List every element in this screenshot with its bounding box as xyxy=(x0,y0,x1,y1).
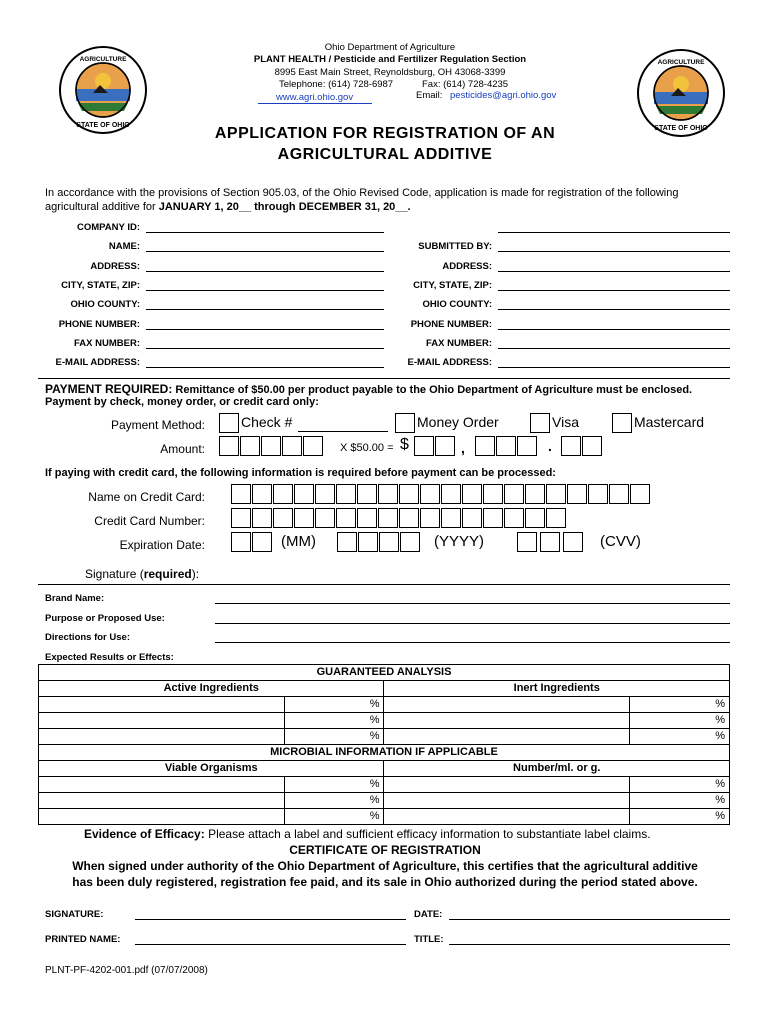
submitter-county-label: OHIO COUNTY: xyxy=(422,299,492,310)
certificate-text-2: has been duly registered, registration fee paid, and its sale in Ohio authorized during the period stated above. xyxy=(72,875,698,889)
certificate-text-1: When signed under authority of the Ohio Department of Agriculture, this certifies that the agricultural additive xyxy=(72,859,698,873)
table-row xyxy=(39,697,730,713)
card-digit-box[interactable] xyxy=(273,508,293,528)
company-name-field[interactable] xyxy=(146,251,384,252)
submitter-fax-label: FAX NUMBER: xyxy=(426,338,492,349)
name-char-box[interactable] xyxy=(273,484,293,504)
yyyy-label: (YYYY) xyxy=(434,533,485,550)
active-percent-cell[interactable]: % xyxy=(284,713,384,729)
purpose-label: Purpose or Proposed Use: xyxy=(45,613,165,624)
name-char-box[interactable] xyxy=(399,484,419,504)
company-fax-field[interactable] xyxy=(146,348,384,349)
microbial-header: MICROBIAL INFORMATION IF APPLICABLE xyxy=(39,745,730,761)
cert-signature-label: SIGNATURE: xyxy=(45,909,104,920)
name-char-box[interactable] xyxy=(441,484,461,504)
visa-checkbox[interactable] xyxy=(530,413,550,433)
money-order-checkbox[interactable] xyxy=(395,413,415,433)
table-row xyxy=(39,793,730,809)
submitter-top-field[interactable] xyxy=(498,232,730,233)
quantity-box-4[interactable] xyxy=(282,436,302,456)
card-number-label: Credit Card Number: xyxy=(94,514,205,528)
analysis-table xyxy=(38,664,730,825)
exp-year-box-3[interactable] xyxy=(379,532,399,552)
cert-date-label: DATE: xyxy=(414,909,443,920)
svg-text:STATE OF OHIO: STATE OF OHIO xyxy=(654,125,708,132)
company-phone-label: PHONE NUMBER: xyxy=(58,319,140,330)
efficacy-label: Evidence of Efficacy: xyxy=(84,827,205,841)
dollar-sign: $ xyxy=(400,436,409,453)
cert-printed-name-label: PRINTED NAME: xyxy=(45,934,121,945)
organism-percent-cell[interactable]: % xyxy=(284,809,384,825)
cvv-label: (CVV) xyxy=(600,533,641,550)
submitter-city-label: CITY, STATE, ZIP: xyxy=(413,280,492,291)
company-city-label: CITY, STATE, ZIP: xyxy=(61,280,140,291)
organism-name-cell[interactable] xyxy=(39,793,285,809)
active-name-cell[interactable] xyxy=(39,729,285,745)
signature-label xyxy=(85,567,199,581)
card-digit-box[interactable] xyxy=(252,508,272,528)
table-row xyxy=(39,809,730,825)
intro-prefix: agricultural additive for xyxy=(45,201,159,213)
company-county-label: OHIO COUNTY: xyxy=(70,299,140,310)
submitted-by-field[interactable] xyxy=(498,251,730,252)
amount-decimal: . xyxy=(548,438,552,454)
active-ingredients-header: Active Ingredients xyxy=(39,681,384,697)
card-digit-box[interactable] xyxy=(336,508,356,528)
company-fax-label: FAX NUMBER: xyxy=(74,338,140,349)
submitted-by-label: SUBMITTED BY: xyxy=(418,241,492,252)
form-title-line1: APPLICATION FOR REGISTRATION OF AN xyxy=(214,125,556,142)
name-char-box[interactable] xyxy=(630,484,650,504)
visa-label: Visa xyxy=(552,414,579,430)
name-char-box[interactable] xyxy=(357,484,377,504)
exp-year-box-1[interactable] xyxy=(337,532,357,552)
submitter-county-field[interactable] xyxy=(498,309,730,310)
brand-name-field[interactable] xyxy=(215,603,730,604)
cvv-box-1[interactable] xyxy=(517,532,537,552)
company-email-label: E-MAIL ADDRESS: xyxy=(55,357,140,368)
inert-name-cell[interactable] xyxy=(384,697,630,713)
amount-box-4[interactable] xyxy=(496,436,516,456)
payment-method-label: Payment Method: xyxy=(110,418,205,432)
name-char-box[interactable] xyxy=(483,484,503,504)
quantity-box-3[interactable] xyxy=(261,436,281,456)
name-char-box[interactable] xyxy=(588,484,608,504)
name-char-box[interactable] xyxy=(231,484,251,504)
cert-title-label: TITLE: xyxy=(414,934,444,945)
money-order-label: Money Order xyxy=(417,414,499,430)
cert-title-field[interactable] xyxy=(449,944,730,945)
company-address-label: ADDRESS: xyxy=(90,261,140,272)
amount-label: Amount: xyxy=(160,442,205,456)
signature-prefix: Signature ( xyxy=(85,567,144,581)
company-address-field[interactable] xyxy=(146,271,384,272)
card-digit-box[interactable] xyxy=(462,508,482,528)
active-name-cell[interactable] xyxy=(39,713,285,729)
active-percent-cell[interactable]: % xyxy=(284,729,384,745)
cert-date-field[interactable] xyxy=(449,919,730,920)
table-row xyxy=(39,729,730,745)
agency-name: Ohio Department of Agriculture xyxy=(324,42,456,53)
form-title-line2: AGRICULTURAL ADDITIVE xyxy=(277,146,493,163)
mastercard-checkbox[interactable] xyxy=(612,413,632,433)
signature-required: required xyxy=(143,567,192,581)
submitter-address-field[interactable] xyxy=(498,271,730,272)
directions-label: Directions for Use: xyxy=(45,632,130,643)
card-digit-box[interactable] xyxy=(357,508,377,528)
company-city-field[interactable] xyxy=(146,290,384,291)
company-id-label: COMPANY ID: xyxy=(77,222,140,233)
inert-percent-cell[interactable]: % xyxy=(630,713,730,729)
card-digit-box[interactable] xyxy=(483,508,503,528)
purpose-field[interactable] xyxy=(215,623,730,624)
agency-telephone: Telephone: (614) 728-6987 xyxy=(279,79,394,90)
viable-organisms-header: Viable Organisms xyxy=(39,761,384,777)
company-name-label: NAME: xyxy=(108,241,140,252)
efficacy-text: Please attach a label and sufficient efficacy information to substantiate label claims. xyxy=(208,827,651,841)
table-row xyxy=(39,713,730,729)
amount-box-1[interactable] xyxy=(414,436,434,456)
count-name-cell[interactable] xyxy=(384,777,630,793)
quantity-box-1[interactable] xyxy=(219,436,239,456)
check-number-field[interactable] xyxy=(298,431,388,432)
table-row xyxy=(39,777,730,793)
svg-text:STATE OF OHIO: STATE OF OHIO xyxy=(76,122,130,129)
submitter-email-field[interactable] xyxy=(498,367,730,368)
organism-percent-cell[interactable]: % xyxy=(284,777,384,793)
website-link[interactable]: www.agri.ohio.gov xyxy=(276,92,354,103)
submitter-email-label: E-MAIL ADDRESS: xyxy=(407,357,492,368)
agency-fax: Fax: (614) 728-4235 xyxy=(422,79,509,90)
payment-methods-text: Payment by check, money order, or credit card only: xyxy=(45,396,319,408)
payment-divider xyxy=(38,378,730,379)
intro-text-2 xyxy=(45,201,411,213)
cvv-box-3[interactable] xyxy=(563,532,583,552)
name-char-box[interactable] xyxy=(252,484,272,504)
cvv-box-2[interactable] xyxy=(540,532,560,552)
company-phone-field[interactable] xyxy=(146,329,384,330)
card-digit-box[interactable] xyxy=(546,508,566,528)
card-digit-box[interactable] xyxy=(378,508,398,528)
count-name-cell[interactable] xyxy=(384,809,630,825)
mastercard-label: Mastercard xyxy=(634,414,705,430)
name-char-box[interactable] xyxy=(504,484,524,504)
exp-year-box-2[interactable] xyxy=(358,532,378,552)
amount-box-3[interactable] xyxy=(475,436,495,456)
cents-box-1[interactable] xyxy=(561,436,581,456)
payment-required xyxy=(45,382,692,396)
signature-divider xyxy=(38,584,730,585)
submitter-phone-label: PHONE NUMBER: xyxy=(410,319,492,330)
name-char-box[interactable] xyxy=(378,484,398,504)
number-per-ml-header: Number/ml. or g. xyxy=(384,761,730,777)
count-percent-cell[interactable]: % xyxy=(630,777,730,793)
email-link[interactable]: pesticides@agri.ohio.gov xyxy=(450,90,557,101)
certificate-header: CERTIFICATE OF REGISTRATION xyxy=(289,843,481,857)
name-char-box[interactable] xyxy=(420,484,440,504)
exp-month-box-2[interactable] xyxy=(252,532,272,552)
payment-required-label: PAYMENT REQUIRED: xyxy=(45,382,173,396)
inert-percent-cell[interactable]: % xyxy=(630,729,730,745)
card-digit-box[interactable] xyxy=(504,508,524,528)
guaranteed-analysis-header: GUARANTEED ANALYSIS xyxy=(39,665,730,681)
count-percent-cell[interactable]: % xyxy=(630,809,730,825)
directions-field[interactable] xyxy=(215,642,730,643)
company-id-field[interactable] xyxy=(146,232,384,233)
website-underline xyxy=(258,103,372,104)
cert-signature-field[interactable] xyxy=(135,919,406,920)
name-char-box[interactable] xyxy=(546,484,566,504)
submitter-fax-field[interactable] xyxy=(498,348,730,349)
inert-name-cell[interactable] xyxy=(384,713,630,729)
organism-percent-cell[interactable]: % xyxy=(284,793,384,809)
division-name: PLANT HEALTH / Pesticide and Fertilizer Regulation Section xyxy=(253,54,527,65)
card-digit-box[interactable] xyxy=(231,508,251,528)
inert-ingredients-header: Inert Ingredients xyxy=(384,681,730,697)
inert-percent-cell[interactable]: % xyxy=(630,697,730,713)
exp-year-box-4[interactable] xyxy=(400,532,420,552)
submitter-city-field[interactable] xyxy=(498,290,730,291)
ohio-agriculture-seal-left xyxy=(58,45,148,135)
check-checkbox[interactable] xyxy=(219,413,239,433)
form-id: PLNT-PF-4202-001.pdf (07/07/2008) xyxy=(45,965,208,976)
email-label: Email: xyxy=(416,90,443,101)
svg-text:AGRICULTURE: AGRICULTURE xyxy=(79,56,127,63)
expected-results-label: Expected Results or Effects: xyxy=(45,652,174,663)
organism-name-cell[interactable] xyxy=(39,777,285,793)
card-digit-box[interactable] xyxy=(399,508,419,528)
name-char-box[interactable] xyxy=(336,484,356,504)
expiration-label: Expiration Date: xyxy=(119,538,205,552)
name-char-box[interactable] xyxy=(294,484,314,504)
organism-name-cell[interactable] xyxy=(39,809,285,825)
agency-address: 8995 East Main Street, Reynoldsburg, OH 43068-3399 xyxy=(274,67,506,78)
cert-printed-name-field[interactable] xyxy=(135,944,406,945)
count-name-cell[interactable] xyxy=(384,793,630,809)
cents-box-2[interactable] xyxy=(582,436,602,456)
name-on-card-label: Name on Credit Card: xyxy=(88,490,205,504)
mm-label: (MM) xyxy=(281,533,316,550)
submitter-address-label: ADDRESS: xyxy=(442,261,492,272)
svg-text:AGRICULTURE: AGRICULTURE xyxy=(657,59,705,66)
efficacy xyxy=(84,827,651,841)
amount-multiplier: X $50.00 = xyxy=(340,442,394,454)
inert-name-cell[interactable] xyxy=(384,729,630,745)
active-name-cell[interactable] xyxy=(39,697,285,713)
active-percent-cell[interactable]: % xyxy=(284,697,384,713)
quantity-box-2[interactable] xyxy=(240,436,260,456)
brand-name-label: Brand Name: xyxy=(45,593,105,604)
card-digit-box[interactable] xyxy=(525,508,545,528)
submitter-phone-field[interactable] xyxy=(498,329,730,330)
card-digit-box[interactable] xyxy=(294,508,314,528)
signature-suffix: ): xyxy=(191,567,200,581)
company-county-field[interactable] xyxy=(146,309,384,310)
name-char-box[interactable] xyxy=(525,484,545,504)
card-digit-box[interactable] xyxy=(315,508,335,528)
amount-box-5[interactable] xyxy=(517,436,537,456)
check-label: Check # xyxy=(241,414,293,430)
payment-required-text: Remittance of $50.00 per product payable to the Ohio Department of Agriculture must be enclosed. xyxy=(175,384,693,396)
name-char-box[interactable] xyxy=(567,484,587,504)
amount-box-2[interactable] xyxy=(435,436,455,456)
count-percent-cell[interactable]: % xyxy=(630,793,730,809)
amount-comma: , xyxy=(461,440,465,456)
exp-month-box-1[interactable] xyxy=(231,532,251,552)
credit-card-notice: If paying with credit card, the following information is required before payment can be processed: xyxy=(45,467,556,479)
registration-period: JANUARY 1, 20__ through DECEMBER 31, 20__. xyxy=(158,201,411,213)
name-char-box[interactable] xyxy=(462,484,482,504)
card-digit-box[interactable] xyxy=(441,508,461,528)
name-char-box[interactable] xyxy=(609,484,629,504)
company-email-field[interactable] xyxy=(146,367,384,368)
card-digit-box[interactable] xyxy=(420,508,440,528)
quantity-box-5[interactable] xyxy=(303,436,323,456)
name-char-box[interactable] xyxy=(315,484,335,504)
intro-text: In accordance with the provisions of Section 905.03, of the Ohio Revised Code, application is made for registration of the following xyxy=(45,187,679,199)
